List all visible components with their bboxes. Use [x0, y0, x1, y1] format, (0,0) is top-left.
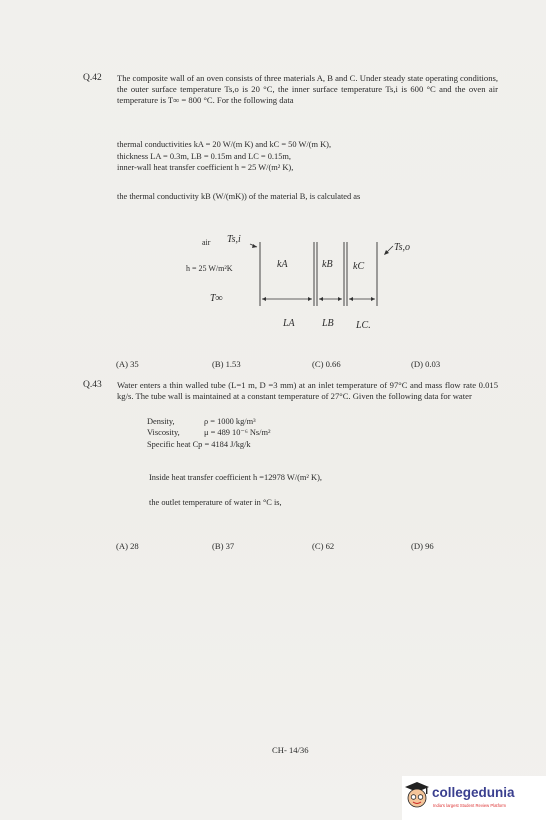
question-43-intro: Water enters a thin walled tube (L=1 m, D =3 mm) at an inlet temperature of 97°C and mass flow rate 0.015 kg/s. The tube wall is maintained at a constant temperature of 27°C. Given the following data for water: [117, 380, 498, 402]
kc-label: kC: [353, 261, 365, 272]
ka-label: kA: [277, 259, 288, 270]
q43-option-c[interactable]: (C) 62: [312, 541, 335, 551]
collegedunia-watermark: [402, 776, 546, 820]
brand-tagline: India's largest Student Review Platform: [433, 803, 506, 808]
lc-label: LC.: [356, 320, 371, 331]
viscosity-label: Viscosity,: [147, 428, 180, 437]
question-number-42: Q.42: [83, 73, 102, 83]
inside-heat-transfer-coefficient: Inside heat transfer coefficient h =12978 W/(m² K),: [149, 473, 322, 482]
tsi-label: Ts,i: [227, 234, 241, 245]
page-code: CH- 14/36: [272, 745, 309, 755]
la-label: LA: [283, 318, 295, 329]
graduate-mascot-icon: [404, 780, 430, 810]
q43-option-a[interactable]: (A) 28: [116, 541, 139, 551]
question-number-43: Q.43: [83, 380, 102, 390]
question-42-prompt: the thermal conductivity kB (W/(mK)) of the material B, is calculated as: [117, 192, 361, 201]
air-label: air: [202, 238, 211, 247]
kb-label: kB: [322, 259, 333, 270]
brand-name: collegedunia: [432, 785, 515, 800]
viscosity-value: μ = 489 10⁻⁶ Ns/m²: [204, 428, 271, 437]
specific-heat: Specific heat Cp = 4184 J/kg/k: [147, 440, 251, 449]
question-43-prompt: the outlet temperature of water in °C is,: [149, 498, 282, 507]
tso-label: Ts,o: [394, 242, 411, 253]
q43-option-d[interactable]: (D) 96: [411, 541, 434, 551]
composite-wall-svg: [180, 228, 430, 348]
density-value: ρ = 1000 kg/m³: [204, 417, 256, 426]
q43-option-b[interactable]: (B) 37: [212, 541, 235, 551]
q42-option-a[interactable]: (A) 35: [116, 359, 139, 369]
composite-wall-diagram: [180, 228, 430, 348]
q42-data-line-3: inner-wall heat transfer coefficient h = 25 W/(m² K),: [117, 163, 294, 172]
density-label: Density,: [147, 417, 175, 426]
tinf-label: T∞: [210, 293, 223, 304]
q42-option-c[interactable]: (C) 0.66: [312, 359, 341, 369]
q42-data-line-2: thickness LA = 0.3m, LB = 0.15m and LC = 0.15m,: [117, 152, 291, 161]
q42-option-d[interactable]: (D) 0.03: [411, 359, 441, 369]
h-label: h = 25 W/m²K: [186, 264, 233, 273]
q42-data-line-1: thermal conductivities kA = 20 W/(m K) and kC = 50 W/(m K),: [117, 140, 332, 149]
lb-label: LB: [322, 318, 334, 329]
question-42-intro: The composite wall of an oven consists of three materials A, B and C. Under steady state operating conditions, the outer surface temperature Ts,o is 20 °C, the inner surface temperature Ts,i is 600 °C and the oven air temperature is T∞ = 800 °C. For the following data: [117, 73, 498, 106]
q42-option-b[interactable]: (B) 1.53: [212, 359, 241, 369]
